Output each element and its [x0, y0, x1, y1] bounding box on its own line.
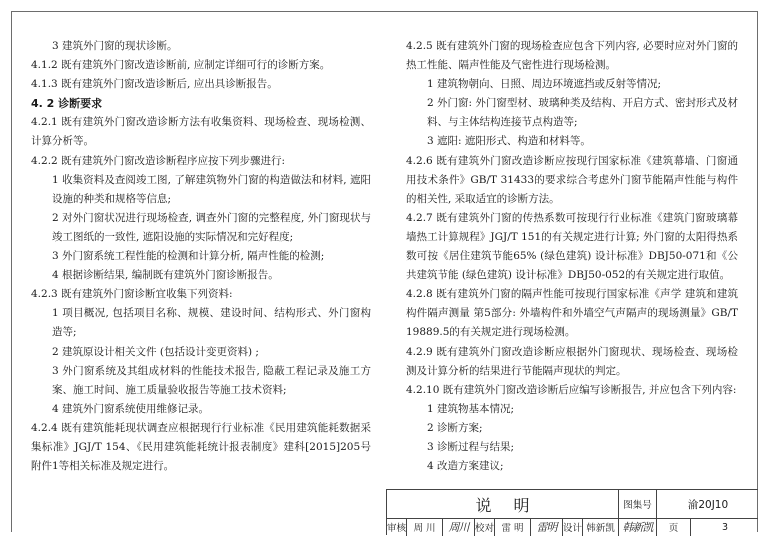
list-item: 3 外门窗系统及其组成材料的性能技术报告, 隐蔽工程记录及施工方案、施工时间、施工质量验收报告等施工技术资料; — [52, 364, 371, 396]
sheet-title: 说明 — [387, 490, 619, 518]
list-item: 2 诊断方案; — [427, 421, 483, 434]
list-item: 1 建筑物基本情况; — [427, 402, 515, 415]
list-item: 1 收集资料及查阅竣工图, 了解建筑物外门窗的构造做法和材料, 遮阳设施的种类和规格等信息; — [52, 173, 371, 205]
reviewer-name: 周 川 — [407, 518, 443, 536]
clause-paragraph: 4.2.1 既有建筑外门窗改造诊断方法有收集资料、现场检查、现场检测、计算分析等。 — [31, 116, 371, 148]
clause-paragraph: 4.2.2 既有建筑外门窗改造诊断程序应按下列步骤进行: — [31, 154, 286, 167]
clause-paragraph: 4.2.4 既有建筑能耗现状调查应根据现行行业标准《民用建筑能耗数据采集标准》JGJ/T 154、《民用建筑能耗统计报表制度》建科[2015]205号附件1等相关标准及规定进行。 — [31, 421, 371, 473]
clause-paragraph: 4.2.9 既有建筑外门窗改造诊断应根据外门窗现状、现场检查、现场检测及计算分析的结果进行节能隔声现状的判定。 — [406, 345, 738, 377]
checker-name: 雷 明 — [495, 518, 531, 536]
title-block-row-bottom — [387, 518, 758, 536]
list-item: 3 遮阳: 遮阳形式、构造和材料等。 — [427, 135, 591, 148]
checker-label: 校对 — [475, 518, 495, 536]
clause-paragraph: 4.2.3 既有建筑外门窗诊断宜收集下列资料: — [31, 288, 233, 301]
left-column — [31, 37, 371, 476]
checker-signature: 雷明 — [531, 518, 563, 536]
list-item: 1 项目概况, 包括项目名称、规模、建设时间、结构形式、外门窗构造等; — [52, 307, 371, 339]
list-item: 3 外门窗系统工程性能的检测和计算分析, 隔声性能的检测; — [52, 250, 325, 263]
list-item: 2 对外门窗状况进行现场检查, 调查外门窗的完整程度, 外门窗现状与竣工图纸的一致性, 遮阳设施的实际情况和完好程度; — [52, 211, 371, 243]
list-item: 2 外门窗: 外门窗型材、玻璃种类及结构、开启方式、密封形式及材料、与主体结构连接节点构造等; — [427, 97, 738, 129]
title-block-row-top — [387, 490, 758, 519]
clause-paragraph: 4.2.5 既有建筑外门窗的现场检查应包含下列内容, 必要时应对外门窗的热工性能、隔声性能及气密性进行现场检测。 — [406, 40, 738, 72]
designer-label: 设计 — [563, 518, 583, 536]
page-label: 页 — [657, 518, 691, 536]
reviewer-signature: 周川 — [443, 518, 475, 536]
title-block — [386, 489, 758, 535]
designer-signature: 韩新凯 — [619, 518, 657, 536]
section-heading: 4. 2 诊断要求 — [31, 97, 103, 111]
atlas-number-label: 图集号 — [619, 490, 657, 518]
reviewer-label: 审核 — [387, 518, 407, 536]
clause-paragraph: 4.2.10 既有建筑外门窗改造诊断后应编写诊断报告, 并应包含下列内容: — [406, 383, 737, 396]
list-item: 4 建筑外门窗系统使用维修记录。 — [52, 402, 210, 415]
clause-paragraph: 4.2.7 既有建筑外门窗的传热系数可按现行行业标准《建筑门窗玻璃幕墙热工计算规程》JGJ/T 151的有关规定进行计算; 外门窗的太阳得热系数可按《居住建筑节能65% (绿色建筑) 设计标准》DBJ50-071和《公共建筑节能 (绿色建筑) 设计标准》DBJ50-052的有关规定进行取值。 — [406, 211, 738, 282]
list-item: 3 诊断过程与结果; — [427, 440, 515, 453]
clause-paragraph: 4.1.3 既有建筑外门窗改造诊断后, 应出具诊断报告。 — [31, 78, 278, 91]
page-number: 3 — [721, 521, 729, 533]
list-item: 1 建筑物朝向、日照、周边环境遮挡或反射等情况; — [427, 78, 662, 91]
list-item: 4 改造方案建议; — [427, 460, 504, 473]
clause-paragraph: 4.2.8 既有建筑外门窗的隔声性能可按现行国家标准《声学 建筑和建筑构件隔声测量 第5部分: 外墙构件和外墙空气声隔声的现场测量》GB/T 19889.5的有关规定进行现场检测。 — [406, 288, 738, 339]
atlas-number: 渝20J10 — [687, 498, 729, 511]
list-item: 4 根据诊断结果, 编制既有建筑外门窗诊断报告。 — [52, 269, 279, 282]
right-column — [406, 37, 738, 476]
clause-paragraph: 4.2.6 既有建筑外门窗改造诊断应按现行国家标准《建筑幕墙、门窗通用技术条件》GB/T 31433的要求综合考虑外门窗节能隔声性能与构件的相关性, 采取适宜的诊断方法。 — [406, 154, 738, 205]
list-item: 2 建筑原设计相关文件 (包括设计变更资料) ; — [52, 345, 259, 358]
designer-name: 韩新凯 — [583, 518, 619, 536]
clause-paragraph: 4.1.2 既有建筑外门窗改造诊断前, 应制定详细可行的诊断方案。 — [31, 59, 331, 72]
list-item: 3 建筑外门窗的现状诊断。 — [52, 40, 178, 52]
